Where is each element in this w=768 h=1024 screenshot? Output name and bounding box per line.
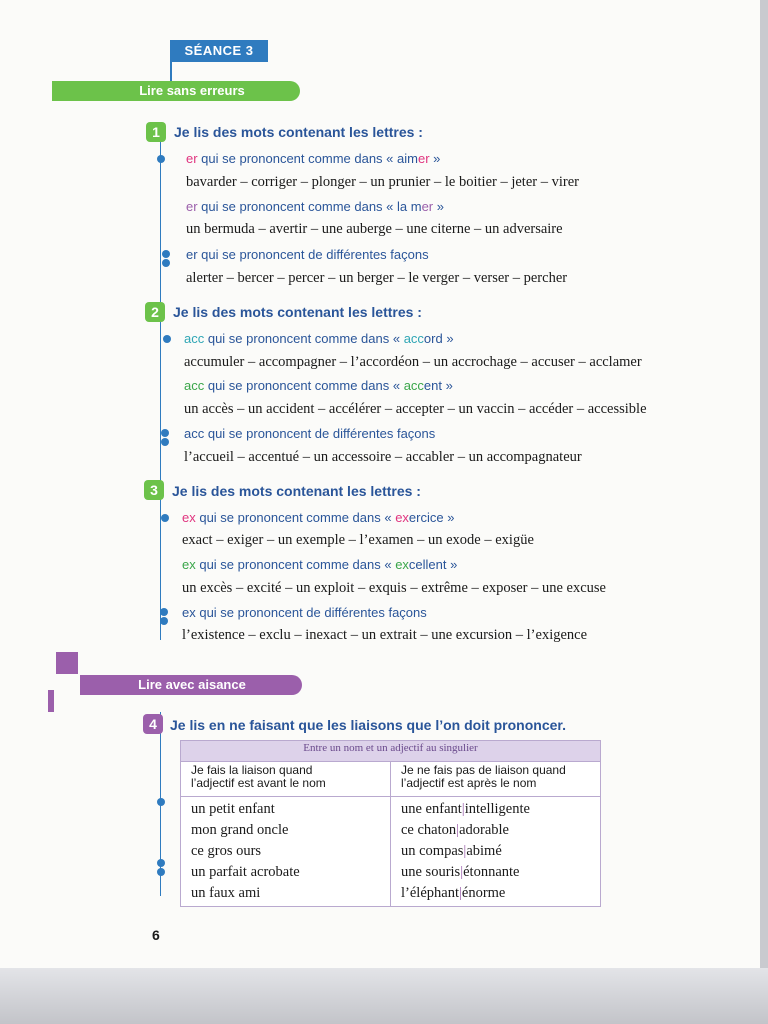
exercise-4-title: Je lis en ne faisant que les liaisons que l’on doit prononcer. [170, 717, 566, 733]
exercise-3-words-2: un excès – excité – un exploit – exquis – extrême – exposer – une excuse [182, 580, 606, 596]
exercise-4-number: 4 [143, 714, 163, 734]
exercise-1-words-3: alerter – bercer – percer – un berger – le verger – verser – percher [186, 270, 568, 286]
liaison-table [180, 740, 601, 907]
seance-badge: SÉANCE 3 [170, 40, 268, 62]
exercise-1-rule-2: er qui se prononcent comme dans « la mer » [186, 199, 444, 214]
bullet-icon [161, 514, 169, 522]
bullet-icon [157, 798, 165, 806]
exercise-1-rule-3: er qui se prononcent de différentes façons [186, 247, 429, 262]
column-header-with-liaison: Je fais la liaison quand l’adjectif est avant le nom [181, 762, 391, 797]
section-marker [48, 690, 54, 712]
exercise-3-rule-1: ex qui se prononcent comme dans « exercice » [182, 510, 455, 525]
section-title-lire-sans-erreurs: Lire sans erreurs [84, 81, 300, 101]
exercise-2-title: Je lis des mots contenant les lettres : [173, 304, 422, 320]
exercise-3-rule-3: ex qui se prononcent de différentes façons [182, 605, 427, 620]
guide-line-section1 [160, 130, 161, 640]
exercise-1-words-2: un bermuda – avertir – une auberge – une citerne – un adversaire [186, 221, 563, 237]
exercise-3-title: Je lis des mots contenant les lettres : [172, 483, 421, 499]
bullet-icon [160, 608, 168, 616]
table-header: Entre un nom et un adjectif au singulier [181, 741, 601, 762]
exercise-1-words-1: bavarder – corriger – plonger – un prunier – le boitier – jeter – virer [186, 174, 579, 190]
list-with-liaison [181, 797, 391, 907]
bullet-icon [162, 250, 170, 258]
list-item: un faux ami [191, 885, 261, 901]
exercise-1-number: 1 [146, 122, 166, 142]
list-item: mon grand oncle [191, 822, 289, 838]
exercise-2-number: 2 [145, 302, 165, 322]
list-item: une enfant|intelligente [401, 801, 530, 817]
bullet-icon [157, 868, 165, 876]
exercise-2-words-2: un accès – un accident – accélérer – accepter – un vaccin – accéder – accessible [184, 401, 647, 417]
bullet-icon [161, 429, 169, 437]
exercise-3-words-3: l’existence – exclu – inexact – un extrait – une excursion – l’exigence [182, 627, 588, 643]
list-item: un petit enfant [191, 801, 275, 817]
column-header-without-liaison: Je ne fais pas de liaison quand l’adjectif est après le nom [391, 762, 601, 797]
list-item: un compas|abimé [401, 843, 502, 859]
bullet-icon [161, 438, 169, 446]
exercise-2-rule-3: acc qui se prononcent de différentes façons [184, 426, 436, 441]
exercise-2-rule-2: acc qui se prononcent comme dans « accent » [184, 378, 453, 393]
exercise-2-words-1: accumuler – accompagner – l’accordéon – un accrochage – accuser – acclamer [184, 354, 642, 370]
list-item: l’éléphant|énorme [401, 885, 506, 901]
list-item: ce chaton|adorable [401, 822, 509, 838]
bullet-icon [157, 155, 165, 163]
exercise-3-rule-2: ex qui se prononcent comme dans « excellent » [182, 557, 458, 572]
exercise-2-words-3: l’accueil – accentué – un accessoire – accabler – un accompagnateur [184, 449, 582, 465]
exercise-3-words-1: exact – exiger – un exemple – l’examen – un exode – exigüe [182, 532, 534, 548]
bullet-icon [162, 259, 170, 267]
bullet-icon [160, 617, 168, 625]
list-item: une souris|étonnante [401, 864, 520, 880]
section-title-lire-avec-aisance: Lire avec aisance [82, 675, 302, 695]
list-item: ce gros ours [191, 843, 262, 859]
bullet-icon [163, 335, 171, 343]
section-marker [56, 652, 78, 674]
page-number: 6 [152, 927, 160, 943]
exercise-1-rule-1: er qui se prononcent comme dans « aimer » [186, 151, 441, 166]
section-marker [52, 81, 84, 101]
exercise-1-title: Je lis des mots contenant les lettres : [174, 124, 423, 140]
list-without-liaison [391, 797, 601, 907]
list-item: un parfait acrobate [191, 864, 300, 880]
page-edge-shadow [0, 968, 768, 1024]
bullet-icon [157, 859, 165, 867]
exercise-3-number: 3 [144, 480, 164, 500]
exercise-2-rule-1: acc qui se prononcent comme dans « accord » [184, 331, 454, 346]
